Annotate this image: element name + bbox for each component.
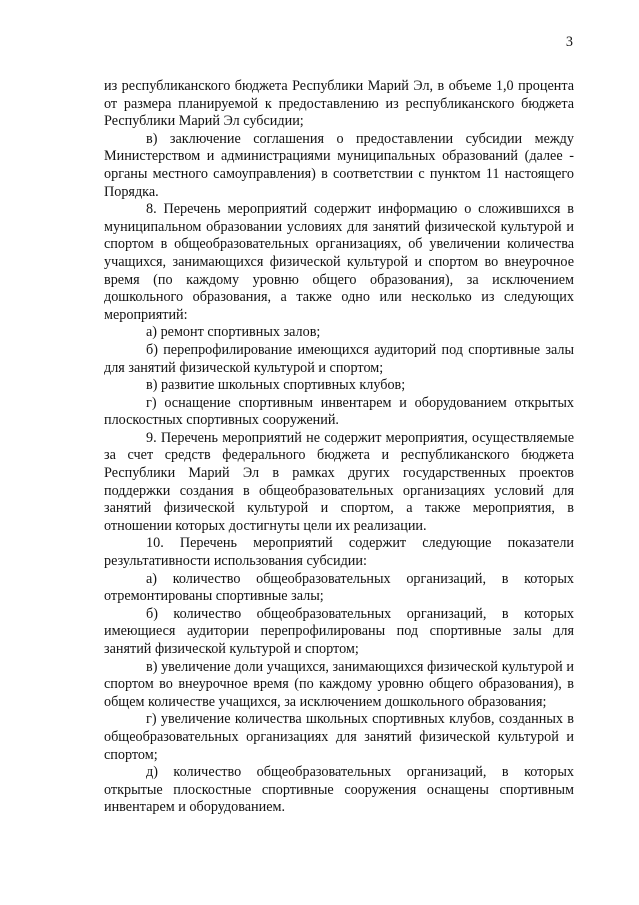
list-item: а) количество общеобразовательных организаций, в которых отремонтированы спортивные залы; [104,570,574,605]
body-text [104,78,574,817]
paragraph: 8. Перечень мероприятий содержит информацию о сложившихся в муниципальном образовании условиях для занятий физической культурой и спортом в общеобразовательных организациях, об увеличении количества учащихся, занимающихся физической культурой и спортом во внеурочное время (по каждому уровню общего образования), за исключением дошкольного образования, а также одно или несколько из следующих мероприятий: [104,201,574,323]
list-item: г) увеличение количества школьных спортивных клубов, созданных в общеобразовательных организациях для занятий физической культурой и спортом; [104,711,574,763]
paragraph: из республиканского бюджета Республики Марий Эл, в объеме 1,0 процента от размера планируемой к предоставлению из республиканского бюджета Республики Марий Эл субсидии; [104,78,574,130]
list-item: б) перепрофилирование имеющихся аудиторий под спортивные залы для занятий физической культурой и спортом; [104,341,574,376]
list-item: в) развитие школьных спортивных клубов; [146,377,406,394]
paragraph: в) заключение соглашения о предоставлении субсидии между Министерством и администрациями муниципальных образований (далее - органы местного самоуправления) в соответствии с пунктом 11 настоящего Порядка. [104,130,574,200]
page-number: 3 [565,34,573,50]
list-item: г) оснащение спортивным инвентарем и оборудованием открытых плоскостных спортивных сооружений. [104,394,574,429]
list-item: в) увеличение доли учащихся, занимающихся физической культурой и спортом во внеурочное время (по каждому уровню общего образования), в общем количестве учащихся, за исключением дошкольного образования; [104,658,574,710]
list-item: а) ремонт спортивных залов; [146,324,321,341]
paragraph: 10. Перечень мероприятий содержит следующие показатели результативности использования субсидии: [104,535,574,570]
list-item: д) количество общеобразовательных организаций, в которых открытые плоскостные спортивные сооружения оснащены спортивным инвентарем и оборудованием. [104,764,574,816]
paragraph: 9. Перечень мероприятий не содержит мероприятия, осуществляемые за счет средств федерального бюджета и республиканского бюджета Республики Марий Эл в рамках других государственных проектов поддержки создания в общеобразовательных организациях условий для занятий физической культурой и спортом, а также мероприятия, в отношении которых достигнуты цели их реализации. [104,429,574,534]
list-item: б) количество общеобразовательных организаций, в которых имеющиеся аудитории перепрофилированы под спортивные залы для занятий физической культурой и спортом; [104,605,574,657]
